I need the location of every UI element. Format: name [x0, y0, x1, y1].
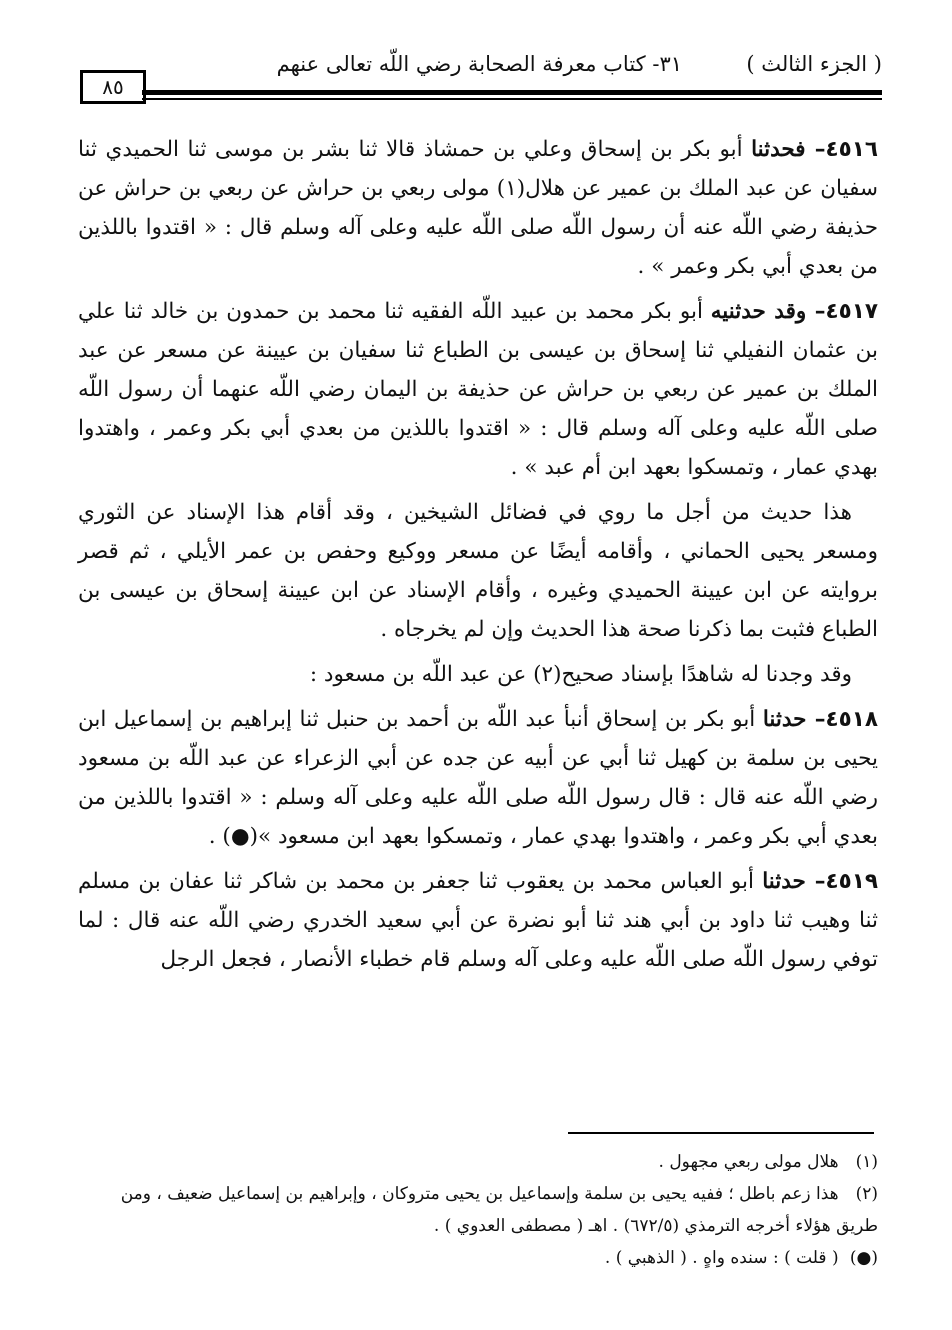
- hadith-text: أبو بكر بن إسحاق أنبأ عبد اللّه بن أحمد بن حنبل ثنا إبراهيم بن إسماعيل ابن يحيى بن سلمة بن كهيل ثنا أبي عن أبيه عن جده عن أبي الزعراء عن عبد اللّه بن مسعود رضي اللّه عنه قال : قال رسول اللّه صلى اللّه عليه وعلى آله وسلم : « اقتدوا باللذين من بعدي أبي بكر وعمر ، واهتدوا بهدي عمار ، وتمسكوا بعهد ابن مسعود »(●) .: [78, 707, 878, 849]
- witness-paragraph: [78, 655, 878, 694]
- hadith-text: أبو بكر بن إسحاق وعلي بن حمشاذ قالا ثنا بشر بن موسى ثنا الحميدي ثنا سفيان عن عبد الملك بن عمير عن هلال(١) مولى ربعي بن حراش عن ربعي بن حراش عن حذيفة رضي اللّه عنه أن رسول اللّه صلى اللّه عليه وعلى آله وسلم قال : « اقتدوا باللذين من بعدي أبي بكر وعمر » .: [78, 137, 878, 279]
- hadith-4519: ٤٥١٩– حدثنا أبو العباس محمد بن يعقوب ثنا جعفر بن محمد بن شاكر ثنا عفان بن مسلم ثنا وهيب ثنا داود بن أبي هند ثنا أبو نضرة عن أبي سعيد الخدري رضي اللّه عنه قال : لما توفي رسول اللّه صلى اللّه عليه وعلى آله وسلم قام خطباء الأنصار ، فجعل الرجل: [78, 869, 878, 972]
- footnote-1: [78, 1146, 878, 1178]
- hadith-number: ٤٥١٨: [825, 707, 878, 732]
- running-header: [70, 44, 882, 100]
- hadith-4517: ٤٥١٧– وقد حدثنيه أبو بكر محمد بن عبيد اللّه الفقيه ثنا محمد بن حمدون بن خالد ثنا علي بن عثمان النفيلي ثنا إسحاق بن عيسى بن الطباع ثنا سفيان بن عيينة عن مسعر عن عبد الملك بن عمير عن ربعي بن حراش عن حذيفة بن اليمان رضي اللّه عنهما أن رسول اللّه صلى اللّه عليه وعلى آله وسلم قال : « اقتدوا باللذين من بعدي أبي بكر وعمر ، واهتدوا بهدي عمار ، وتمسكوا بعهد ابن أم عبد » .: [78, 299, 878, 480]
- header-rule-thick: [142, 90, 882, 95]
- hadith-text: أبو بكر محمد بن عبيد اللّه الفقيه ثنا محمد بن حمدون بن خالد ثنا علي بن عثمان النفيلي ثنا إسحاق بن عيسى بن الطباع ثنا سفيان بن عيينة عن مسعر عن عبد الملك بن عمير عن ربعي بن حراش عن حذيفة بن اليمان رضي اللّه عنهما أن رسول اللّه صلى اللّه عليه وعلى آله وسلم قال : « اقتدوا باللذين من بعدي أبي بكر وعمر ، واهتدوا بهدي عمار ، وتمسكوا بعهد ابن أم عبد » .: [78, 299, 878, 480]
- footnote-mark: (١): [855, 1152, 878, 1172]
- commentary-text: هذا حديث من أجل ما روي في فضائل الشيخين ، وقد أقام هذا الإسناد عن الثوري ومسعر يحيى الحماني ، وأقامه أيضًا عن مسعر ووكيع وحفص بن عمر الأيلي ، ثم قصر بروايته عن ابن عيينة الحميدي وغيره ، وأقام الإسناد عن ابن عيينة إسحاق بن عيسى بن الطباع فثبت بما ذكرنا صحة هذا الحديث وإن لم يخرجاه .: [78, 500, 878, 642]
- hadith-number: ٤٥١٧: [825, 299, 878, 324]
- hadith-text: أبو العباس محمد بن يعقوب ثنا جعفر بن محمد بن شاكر ثنا عفان بن مسلم ثنا وهيب ثنا داود بن أبي هند ثنا أبو نضرة عن أبي سعيد الخدري رضي اللّه عنه قال : لما توفي رسول اللّه صلى اللّه عليه وعلى آله وسلم قام خطباء الأنصار ، فجعل الرجل: [78, 869, 878, 972]
- footnote-text: هذا زعم باطل ؛ ففيه يحيى بن سلمة وإسماعيل بن يحيى متروكان ، وإبراهيم بن إسماعيل ضعيف ، ومن طريق هؤلاء أخرجه الترمذي (٦٧٢/٥) . اهـ ( مصطفى العدوي ) .: [120, 1184, 878, 1236]
- main-text: [78, 130, 878, 985]
- footnote-3: [78, 1242, 878, 1274]
- volume-label: ( الجزء الثالث ): [746, 52, 882, 76]
- narration-keyword: حدثنا: [762, 869, 806, 894]
- hadith-4516: ٤٥١٦– فحدثنا أبو بكر بن إسحاق وعلي بن حمشاذ قالا ثنا بشر بن موسى ثنا الحميدي ثنا سفيان عن عبد الملك بن عمير عن هلال(١) مولى ربعي بن حراش عن ربعي بن حراش عن حذيفة رضي اللّه عنه أن رسول اللّه صلى اللّه عليه وعلى آله وسلم قال : « اقتدوا باللذين من بعدي أبي بكر وعمر » .: [78, 137, 878, 279]
- narration-keyword: وقد حدثنيه: [710, 299, 807, 324]
- commentary-paragraph: [78, 493, 878, 649]
- narration-keyword: فحدثنا: [751, 137, 806, 162]
- footnote-text: ( قلت ) : سنده واهٍ . ( الذهبي ) .: [604, 1248, 839, 1268]
- hadith-4518: ٤٥١٨– حدثنا أبو بكر بن إسحاق أنبأ عبد اللّه بن أحمد بن حنبل ثنا إبراهيم بن إسماعيل ابن يحيى بن سلمة بن كهيل ثنا أبي عن أبيه عن جده عن أبي الزعراء عن عبد اللّه بن مسعود رضي اللّه عنه قال : قال رسول اللّه صلى اللّه عليه وعلى آله وسلم : « اقتدوا باللذين من بعدي أبي بكر وعمر ، واهتدوا بهدي عمار ، وتمسكوا بعهد ابن مسعود »(●) .: [78, 707, 878, 849]
- hadith-number: ٤٥١٩: [825, 869, 878, 894]
- chapter-title: ٣١- كتاب معرفة الصحابة رضي اللّه تعالى عنهم: [276, 52, 682, 76]
- footnote-2: [78, 1178, 878, 1242]
- footnote-rule: [568, 1132, 874, 1134]
- footnote-text: هلال مولى ربعي مجهول .: [658, 1152, 839, 1172]
- footnotes: [78, 1146, 878, 1274]
- narration-keyword: حدثنا: [762, 707, 807, 732]
- footnote-mark: (●): [849, 1248, 878, 1268]
- witness-text: وقد وجدنا له شاهدًا بإسناد صحيح(٢) عن عبد اللّه بن مسعود :: [309, 662, 852, 687]
- header-rule-thin: [142, 98, 882, 100]
- footnote-mark: (٢): [855, 1184, 878, 1204]
- hadith-number: ٤٥١٦: [825, 137, 878, 162]
- page-number: ٨٥: [80, 70, 146, 104]
